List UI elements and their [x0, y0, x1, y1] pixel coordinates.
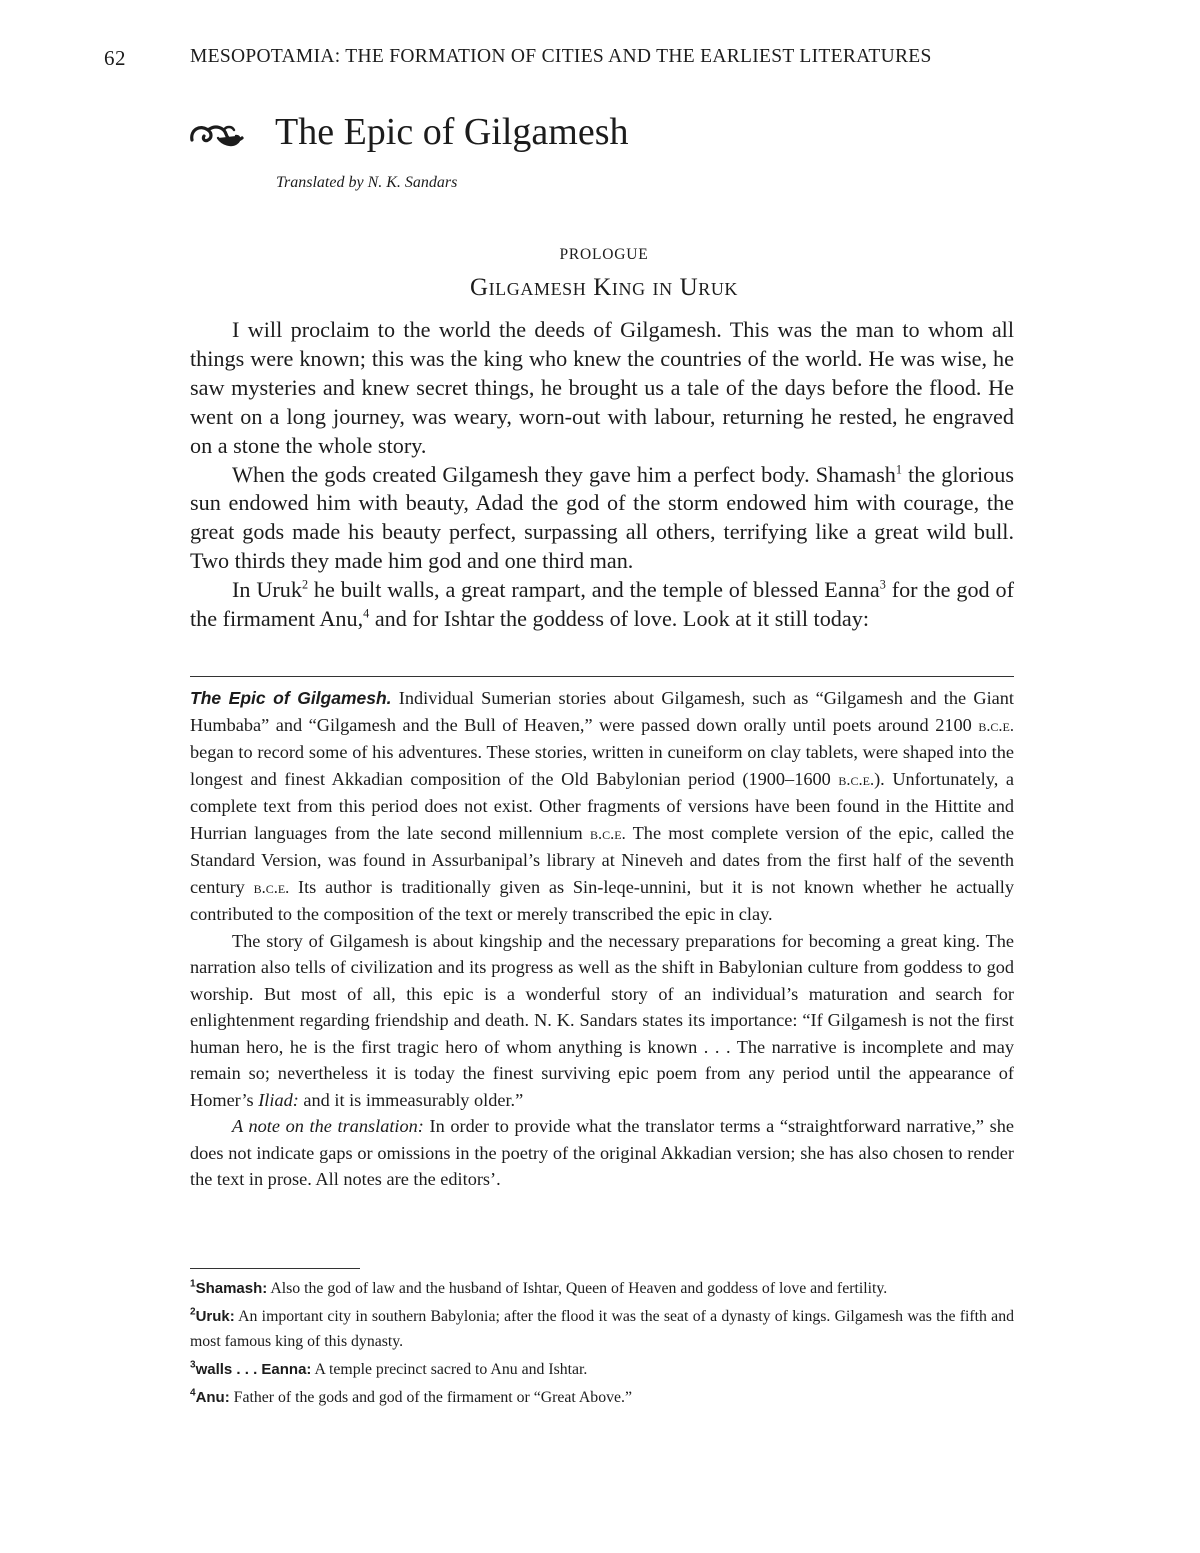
epic-paragraph: In Uruk$^2$ he built walls, a great rampart, and the temple of blessed Eanna$^3$ for the god of the firmament Anu,$^4$ and for Ishtar the goddess of love. Look at it still today: — [190, 577, 1014, 632]
section-divider — [190, 676, 1014, 677]
intro-paragraph: The Epic of Gilgamesh. Individual Sumerian stories about Gilgamesh, such as “Gilgamesh and the Giant Humbaba” and “Gilgamesh and the Bull of Heaven,” were passed down orally until poets around 2100 b.c.e. began to record some of his adventures. These stories, written in cuneiform on clay tablets, were shaped into the longest and finest Akkadian composition of the Old Babylonian period (1900–1600 b.c.e.). Unfortunately, a complete text from this period does not exist. Other fragments of versions have been found in the Hittite and Hurrian languages from the late second millennium b.c.e. The most complete version of the epic, called the Standard Version, was found in Assurbanipal’s library at Nineveh and dates from the first half of the seventh century b.c.e. Its author is traditionally given as Sin-leqe-unnini, but it is not known whether he actually contributed to the composition of the text or merely transcribed the epic in clay. — [190, 688, 1015, 924]
page-title: The Epic of Gilgamesh — [275, 111, 629, 153]
section-title: Gilgamesh King in Uruk — [469, 274, 739, 301]
prologue-label: PROLOGUE — [559, 246, 649, 263]
intro-paragraph: A note on the translation: In order to provide what the translator terms a “straightforward narrative,” she does not indicate gaps or omissions in the poetry of the original Akkadian version; she has also chosen to render the text in prose. All notes are the editors’. — [190, 1116, 1014, 1189]
page-number: 62 — [104, 46, 126, 70]
footnotes — [190, 1276, 1014, 1413]
footnote-ref[interactable]: 4 — [363, 606, 370, 621]
epic-paragraph: I will proclaim to the world the deeds of Gilgamesh. This was the man to whom all things were known; this was the king who knew the countries of the world. He was wise, he saw mysteries and knew secret things, he brought us a tale of the days before the flood. He went on a long journey, was weary, worn-out with labour, returning he rested, he engraved on a stone the whole story. — [190, 317, 1014, 458]
footnote-ref[interactable]: 1 — [895, 462, 902, 477]
epic-paragraph: When the gods created Gilgamesh they gave him a perfect body. Shamash$^1$ the glorious sun endowed him with beauty, Adad the god of the storm endowed him with courage, the great gods made his beauty perfect, surpassing all others, terrifying like a great wild bull. Two thirds they made him god and one third man. — [190, 461, 1014, 574]
footnote: $^4$Anu: Father of the gods and god of the firmament or “Great Above.” — [190, 1387, 632, 1406]
epic-text — [190, 316, 1014, 634]
footnote: $^1$Shamash: Also the god of law and the husband of Ishtar, Queen of Heaven and goddess of love and fertility. — [190, 1278, 888, 1297]
running-head: MESOPOTAMIA: THE FORMATION OF CITIES AND THE EARLIEST LITERATURES — [190, 46, 932, 67]
footnote-divider — [190, 1268, 360, 1269]
footnote-ref[interactable]: 2 — [301, 577, 309, 592]
footnote-ref[interactable]: 3 — [879, 577, 886, 592]
fleuron-ornament-icon — [188, 118, 248, 152]
footnote: $^3$walls . . . Eanna: A temple precinct sacred to Anu and Ishtar. — [190, 1359, 588, 1378]
intro-lead: The Epic of Gilgamesh. — [190, 688, 392, 708]
footnote: $^2$Uruk: An important city in southern Babylonia; after the flood it was the seat of a dynasty of kings. Gilgamesh was the fifth and most famous king of this dynasty. — [190, 1306, 1014, 1350]
intro-paragraph: The story of Gilgamesh is about kingship and the necessary preparations for becoming a great king. The narration also tells of civilization and its progress as well as the shift in Babylonian culture from goddess to god worship. But most of all, this epic is a wonderful story of an individual’s maturation and search for enlightenment regarding friendship and death. N. K. Sandars states its importance: “If Gilgamesh is not the first human hero, he is the first tragic hero of whom anything is known . . . The narrative is incomplete and may remain so; nevertheless it is today the finest surviving epic poem from any period until the appearance of Homer’s Iliad: and it is immeasurably older.” — [190, 930, 1014, 1110]
translator-credit: Translated by N. K. Sandars — [276, 174, 458, 191]
editors-introduction — [190, 685, 1014, 1193]
